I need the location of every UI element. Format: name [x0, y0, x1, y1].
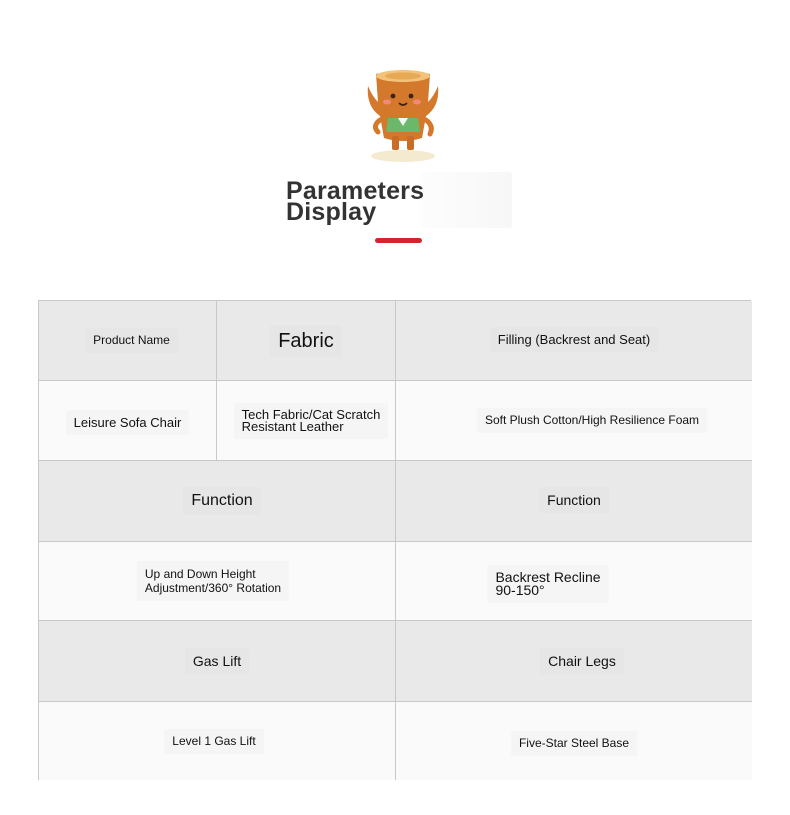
value-function-left-line2: Adjustment/360° Rotation: [144, 581, 282, 595]
page-title-line2: Display: [286, 198, 377, 226]
header-chair-legs: [396, 621, 752, 702]
value-function-left-text: [137, 561, 289, 601]
value-function-right-text: [487, 565, 608, 603]
value-function-left-line1: Up and Down Height: [144, 567, 256, 581]
header-filling: [396, 301, 752, 381]
page-title-line1: Parameters: [286, 177, 425, 205]
value-fabric: [217, 381, 396, 461]
value-fabric-line2: Resistant Leather: [241, 418, 344, 434]
value-filling-label: Soft Plush Cotton/High Resilience Foam: [477, 408, 707, 433]
header-gas-lift: [39, 621, 396, 702]
value-product-name-label: Leisure Sofa Chair: [66, 410, 190, 435]
value-product-name: [39, 381, 217, 461]
header-function-left-label: Function: [183, 487, 260, 515]
title-underline: [375, 238, 422, 243]
page-title: [286, 177, 425, 226]
value-gas-lift-label: Level 1 Gas Lift: [164, 729, 263, 754]
title-shadow: [420, 172, 512, 228]
parameters-table: [38, 300, 751, 780]
value-function-right: [396, 542, 752, 621]
value-function-right-line1: Backrest Recline: [495, 569, 601, 585]
header-chair-legs-label: Chair Legs: [540, 648, 624, 674]
header-product-name-label: Product Name: [85, 328, 178, 353]
value-function-right-line2: 90-150°: [495, 582, 545, 598]
header-filling-label: Filling (Backrest and Seat): [490, 327, 658, 352]
value-chair-legs-label: Five-Star Steel Base: [511, 731, 637, 756]
header-function-left: [39, 461, 396, 542]
value-fabric-line1: Tech Fabric/Cat Scratch: [241, 406, 381, 422]
value-filling: [396, 381, 752, 461]
value-gas-lift: [39, 702, 396, 780]
header-function-right-label: Function: [539, 487, 609, 513]
header-function-right: [396, 461, 752, 542]
header-gas-lift-label: Gas Lift: [185, 648, 249, 674]
header-fabric-label: Fabric: [270, 325, 342, 357]
value-chair-legs: [396, 702, 752, 780]
tree-stump-mascot-icon: [364, 66, 442, 162]
header-product-name: [39, 301, 217, 381]
value-fabric-text: [234, 403, 389, 439]
value-function-left: [39, 542, 396, 621]
header-fabric: [217, 301, 396, 381]
